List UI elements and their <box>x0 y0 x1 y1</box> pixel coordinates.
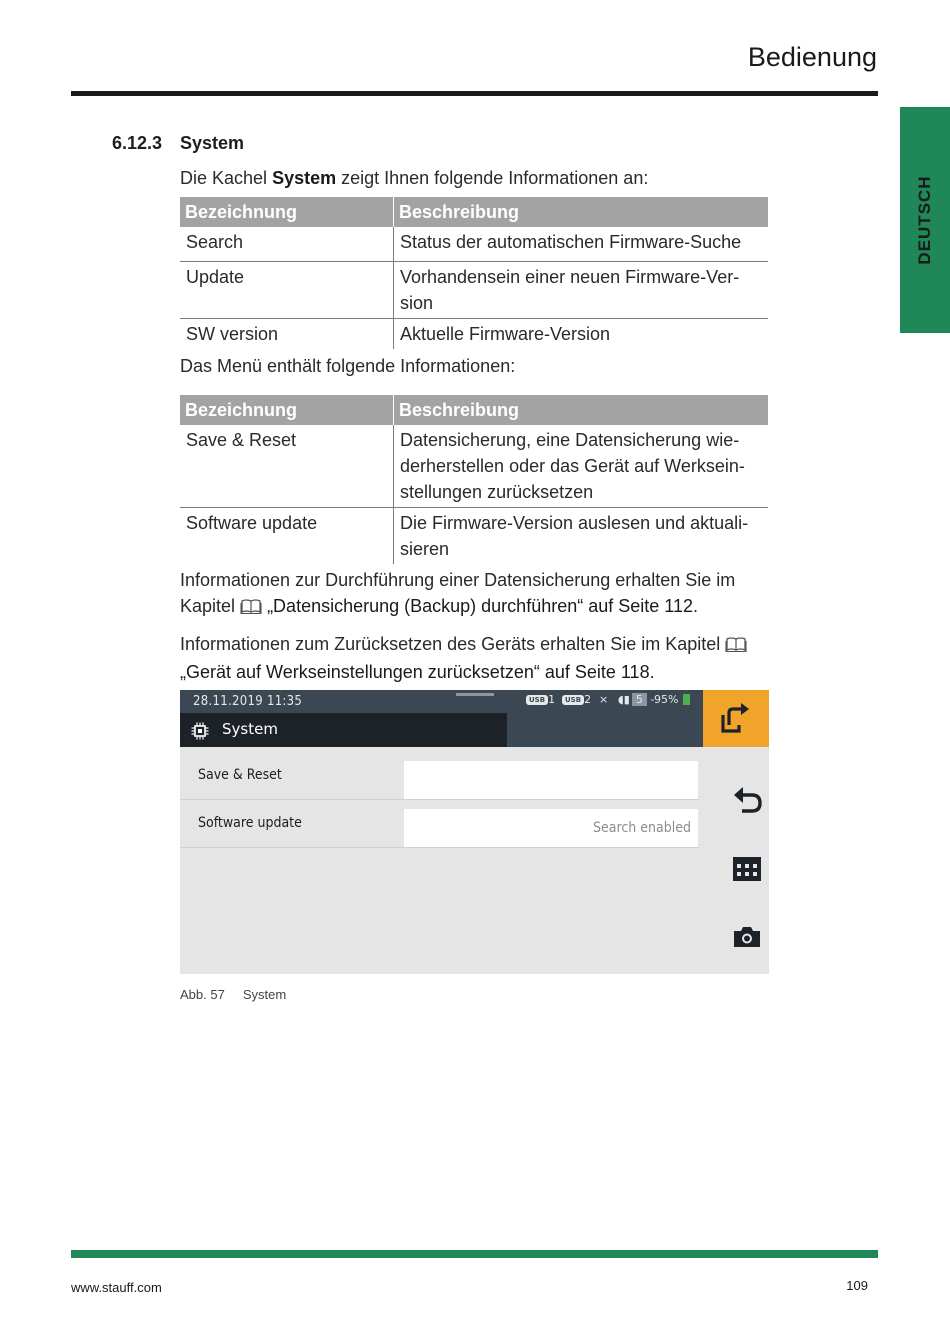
menu-row-save-reset[interactable] <box>180 753 699 800</box>
book-icon <box>240 595 262 621</box>
language-tab-label: DEUTSCH <box>915 175 934 265</box>
menu-row-value: Search enabled <box>404 809 698 847</box>
table-row <box>180 262 768 319</box>
table-cell: Aktuelle Firmware-Version <box>400 324 611 344</box>
menu-row-value <box>404 761 698 799</box>
menu-intro-paragraph: Das Menü enthält folgende Informationen: <box>180 356 516 376</box>
table-header: Beschreibung <box>394 395 769 425</box>
table-header: Bezeichnung <box>180 197 394 227</box>
table-cell: Status der automatischen Firmware-Suche <box>394 227 769 262</box>
figure-caption: Abb. 57 System <box>180 987 287 1002</box>
table-cell: Datensicherung, eine Datensicherung wie- derherstellen oder das Gerät auf Werksein- stellungen zurücksetzen <box>394 425 769 508</box>
camera-icon[interactable] <box>732 925 762 949</box>
menu-row-software-update[interactable] <box>180 801 699 848</box>
table-row <box>180 508 768 565</box>
section-number: 6.12.3 <box>112 133 163 153</box>
sensor-icon: ◖▮ <box>618 693 630 706</box>
reset-chapter-link[interactable]: „Gerät auf Werkseinstellungen zurücksetzen“ auf Seite 118 <box>180 662 650 682</box>
table-row <box>180 425 768 508</box>
disconnected-icon: × <box>599 693 609 706</box>
keypad-icon[interactable] <box>732 856 762 882</box>
pull-down-handle[interactable] <box>456 693 494 696</box>
footer-rule <box>71 1250 878 1258</box>
section-title: System <box>180 133 245 153</box>
table-header: Bezeichnung <box>180 395 394 425</box>
page-number: 109 <box>846 1278 868 1293</box>
status-bar <box>180 690 703 747</box>
battery-status: 95% <box>654 693 690 706</box>
table-header: Beschreibung <box>394 197 769 227</box>
backup-chapter-link[interactable]: „Datensicherung (Backup) durchführen“ auf Seite 112 <box>267 596 693 616</box>
channel-status: ◖▮ 5 - <box>618 693 655 706</box>
exit-icon <box>719 701 753 735</box>
info-table <box>180 197 768 349</box>
device-screen <box>180 690 769 974</box>
menu-row-label: Software update <box>198 815 302 831</box>
table-cell: SW version <box>180 319 394 350</box>
usb1-status: USB 1 <box>526 693 555 706</box>
footer-url: www.stauff.com <box>71 1280 162 1295</box>
page-header-title: Bedienung <box>747 42 877 72</box>
menu-table <box>180 395 768 564</box>
table-cell: Search <box>180 227 394 262</box>
screen-title: System <box>222 720 278 738</box>
exit-button[interactable] <box>703 690 769 747</box>
header-rule <box>71 91 878 96</box>
table-cell: Software update <box>180 508 394 565</box>
reset-reference-paragraph: Informationen zum Zurücksetzen des Geräts erhalten Sie im Kapitel „Gerät auf Werkseinstellungen zurücksetzen“ auf Seite 118. <box>180 631 770 685</box>
table-row <box>180 227 768 262</box>
intro-paragraph: Die Kachel System zeigt Ihnen folgende Informationen an: <box>180 168 649 188</box>
title-bar <box>180 713 507 747</box>
table-cell: Vorhandensein einer neuen Firmware-Ver- sion <box>394 262 769 319</box>
table-cell: Save & Reset <box>180 425 394 508</box>
usb2-status: USB 2 <box>562 693 591 706</box>
battery-icon <box>683 694 690 705</box>
table-cell: Update <box>180 262 394 319</box>
menu-row-label: Save & Reset <box>198 767 282 783</box>
back-arrow-icon[interactable] <box>732 785 764 815</box>
language-tab <box>900 107 950 333</box>
table-cell: Die Firmware-Version auslesen und aktuali- sieren <box>400 513 749 559</box>
date-time: 28.11.2019 11:35 <box>193 694 303 709</box>
chip-icon <box>191 722 209 740</box>
backup-reference-paragraph: Informationen zur Durchführung einer Datensicherung erhalten Sie im Kapitel „Datensicherung (Backup) durchführen“ auf Seite 112. <box>180 567 770 621</box>
book-icon <box>725 633 747 659</box>
table-row <box>180 319 768 350</box>
